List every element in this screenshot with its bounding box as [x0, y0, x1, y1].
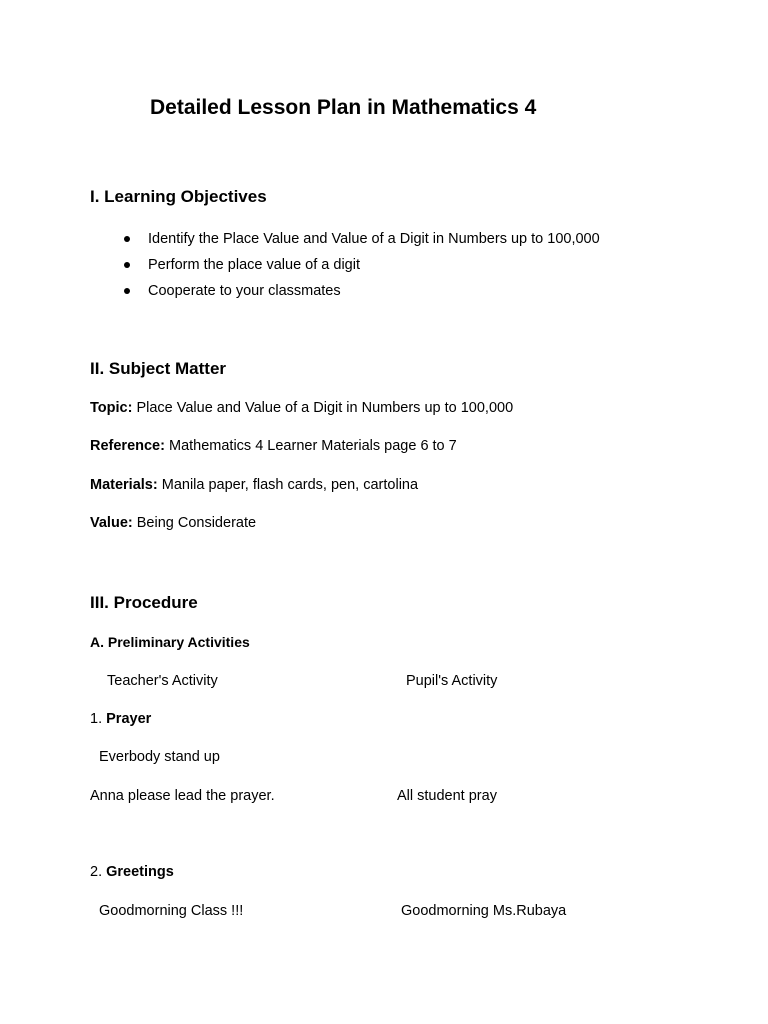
objective-text: Identify the Place Value and Value of a Digit in Numbers up to 100,000: [148, 231, 600, 247]
pupil-line: All student pray: [397, 788, 497, 804]
objectives-heading: I. Learning Objectives: [90, 187, 267, 206]
reference-label: Reference:: [90, 438, 165, 454]
materials-label: Materials:: [90, 477, 158, 493]
prayer-number: 1.: [90, 711, 103, 727]
topic-label: Topic:: [90, 400, 133, 416]
preliminary-activities-heading: A. Preliminary Activities: [90, 634, 250, 650]
reference-line: [90, 438, 457, 454]
prayer-heading: [90, 711, 151, 727]
list-item: [124, 229, 600, 255]
document-title: Detailed Lesson Plan in Mathematics 4: [150, 96, 537, 119]
list-item: [124, 281, 600, 307]
greetings-number: 2.: [90, 864, 103, 880]
objectives-list: [124, 229, 600, 307]
prayer-label: Prayer: [106, 711, 152, 727]
pupil-column-header: Pupil's Activity: [406, 673, 498, 689]
objective-text: Perform the place value of a digit: [148, 257, 360, 273]
value-label: Value:: [90, 515, 133, 531]
subject-matter-heading: II. Subject Matter: [90, 359, 227, 378]
teacher-line: Everbody stand up: [99, 749, 220, 765]
teacher-line: Goodmorning Class !!!: [99, 903, 244, 919]
greetings-label: Greetings: [106, 864, 174, 880]
value-line: [90, 515, 256, 531]
teacher-line: Anna please lead the prayer.: [90, 788, 275, 804]
topic-line: [90, 400, 513, 416]
list-item: [124, 255, 600, 281]
pupil-line: Goodmorning Ms.Rubaya: [401, 903, 567, 919]
greetings-heading: [90, 864, 174, 880]
bullet-icon: [124, 236, 130, 242]
objective-text: Cooperate to your classmates: [148, 283, 341, 299]
bullet-icon: [124, 262, 130, 268]
value-value: Being Considerate: [136, 515, 257, 531]
procedure-heading: III. Procedure: [90, 593, 198, 612]
teacher-column-header: Teacher's Activity: [107, 673, 218, 689]
reference-value: Mathematics 4 Learner Materials page 6 to 7: [168, 438, 457, 454]
materials-value: Manila paper, flash cards, pen, cartolina: [161, 477, 419, 493]
bullet-icon: [124, 288, 130, 294]
topic-value: Place Value and Value of a Digit in Numbers up to 100,000: [136, 400, 514, 416]
materials-line: [90, 477, 418, 493]
